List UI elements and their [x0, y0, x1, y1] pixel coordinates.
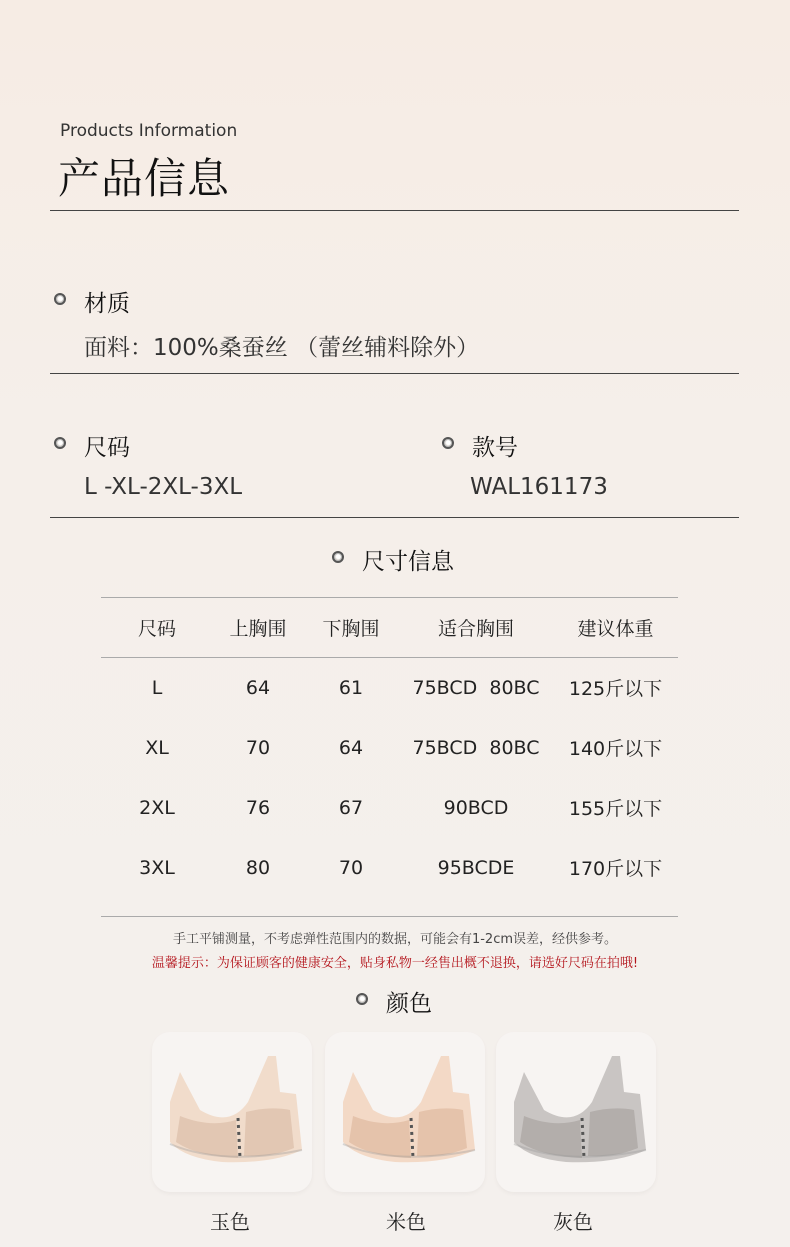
bullet-icon: [332, 551, 344, 563]
table-cell: 90BCD: [443, 796, 509, 819]
bullet-icon: [54, 293, 66, 305]
table-cell: 70: [338, 856, 364, 879]
bullet-icon: [54, 437, 66, 449]
table-cell: 170斤以下: [568, 858, 663, 880]
bra-image: [152, 1032, 312, 1192]
table-cell: 80: [245, 856, 271, 879]
table-cell: 70: [245, 736, 271, 759]
table-cell: XL: [145, 736, 169, 759]
table-cell: 3XL: [139, 856, 175, 879]
table-cell: 64: [338, 736, 364, 759]
table-row: [101, 718, 678, 778]
column-header: 建议体重: [577, 618, 654, 640]
color-swatch[interactable]: [325, 1032, 485, 1192]
model-value: WAL161173: [470, 474, 608, 500]
size-table: [101, 597, 678, 898]
table-cell: 125斤以下: [568, 678, 663, 701]
bullet-icon: [442, 437, 454, 449]
table-cell: 2XL: [139, 796, 175, 819]
color-label: 玉色: [210, 1210, 250, 1234]
color-label: 灰色: [553, 1210, 593, 1234]
color-swatch[interactable]: [496, 1032, 656, 1192]
header-divider: [50, 210, 739, 211]
bra-image: [325, 1032, 485, 1192]
warning-note: 温馨提示：为保证顾客的健康安全，贴身私物一经售出概不退换，请选好尺码在拍哦!: [151, 956, 639, 971]
material-divider: [50, 373, 739, 374]
material-value: 面料：100%桑蚕丝 （蕾丝辅料除外）: [84, 335, 480, 361]
table-cell: L: [151, 676, 163, 699]
bullet-icon: [356, 993, 368, 1005]
table-row: [101, 778, 678, 838]
table-header-row: [101, 598, 678, 658]
material-heading: 材质: [84, 291, 130, 317]
color-label: 米色: [386, 1210, 426, 1234]
table-cell: 76: [245, 796, 271, 819]
table-cell: 75BCD 80BC: [412, 676, 540, 699]
model-heading: 款号: [472, 435, 518, 461]
size-value: L -XL-2XL-3XL: [84, 474, 243, 500]
color-swatch[interactable]: [152, 1032, 312, 1192]
table-row: [101, 838, 678, 898]
table-cell: 75BCD 80BC: [412, 736, 540, 759]
colors-heading: 颜色: [386, 991, 432, 1017]
table-cell: 140斤以下: [568, 738, 663, 760]
column-header: 上胸围: [229, 618, 287, 640]
table-row: [101, 658, 678, 718]
table-cell: 155斤以下: [568, 798, 663, 820]
bra-image: [496, 1032, 656, 1192]
column-header: 尺码: [137, 618, 176, 640]
size-info-heading: 尺寸信息: [362, 549, 454, 575]
subtitle-en: Products Information: [60, 121, 238, 141]
size-divider: [50, 517, 739, 518]
size-heading: 尺码: [84, 435, 130, 461]
column-header: 下胸围: [322, 618, 380, 640]
page-title: 产品信息: [58, 154, 231, 203]
table-cell: 61: [338, 676, 364, 699]
table-cell: 67: [338, 796, 364, 819]
measurement-note: 手工平铺测量，不考虑弹性范围内的数据，可能会有1-2cm误差，经供参考。: [172, 932, 618, 947]
table-bottom-rule: [101, 916, 678, 917]
column-header: 适合胸围: [437, 618, 514, 640]
table-cell: 95BCDE: [437, 856, 515, 879]
table-cell: 64: [245, 676, 271, 699]
